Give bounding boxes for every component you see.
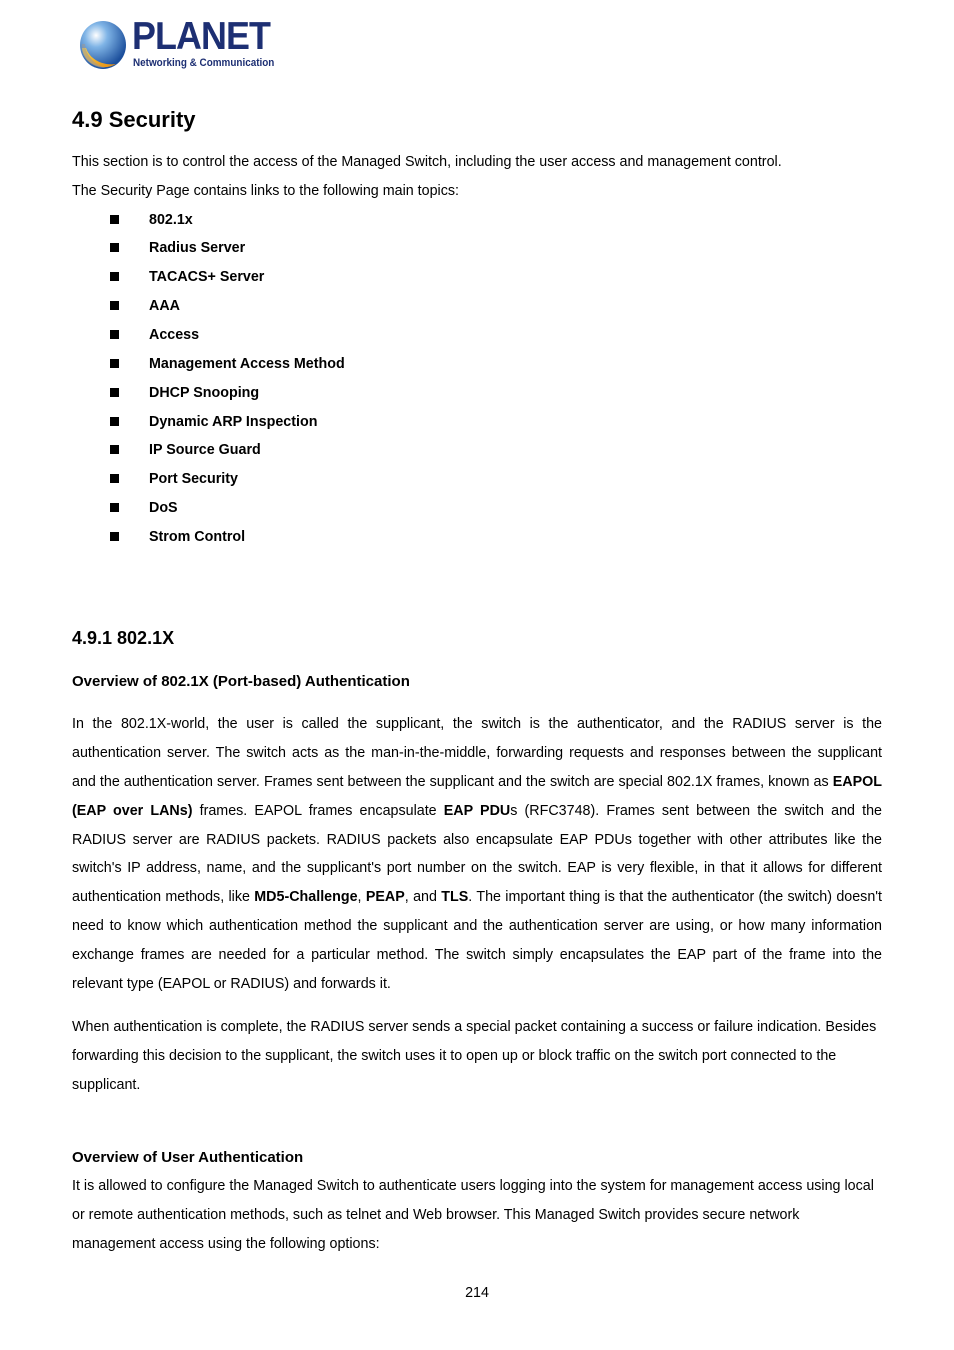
- logo-wordmark: PLANET: [132, 15, 270, 58]
- bold-term: MD5-Challenge: [254, 889, 358, 906]
- bold-term: TLS: [441, 889, 469, 906]
- paragraph-8021x-overview: [72, 710, 882, 999]
- page-number: 214: [465, 1285, 489, 1301]
- text-run: and the authentication server. Frames sent between the supplicant and the switch are special 802.1X frames, known as: [72, 773, 833, 790]
- topic-label: Radius Server: [149, 240, 246, 256]
- overview-8021x-heading: Overview of 802.1X (Port-based) Authentication: [72, 673, 410, 690]
- topic-label: Access: [149, 327, 200, 343]
- paragraph-line: relevant type (EAPOL or RADIUS) and forwards it.: [72, 976, 391, 993]
- topic-label: Strom Control: [149, 529, 246, 545]
- bullet-square-icon: [110, 532, 119, 541]
- section-intro-1: This section is to control the access of the Managed Switch, including the user access and management control.: [72, 154, 782, 170]
- paragraph-auth-complete: [72, 1013, 882, 1100]
- text-run: frames. EAPOL frames encapsulate: [192, 802, 444, 819]
- bold-term: PEAP: [365, 889, 405, 906]
- text-run: ,: [357, 889, 366, 906]
- text-run: . The important thing is that the authenticator (the switch) doesn't: [468, 889, 882, 906]
- section-intro-2: The Security Page contains links to the following main topics:: [72, 183, 460, 199]
- paragraph-line: forwarding this decision to the supplicant, the switch uses it to open up or block traffic on the switch port connected to the: [72, 1047, 837, 1064]
- text-run: authentication methods, like: [72, 889, 255, 906]
- topic-label: DoS: [149, 500, 178, 516]
- bullet-square-icon: [110, 215, 119, 224]
- topic-label: 802.1x: [149, 212, 193, 228]
- bullet-square-icon: [110, 359, 119, 368]
- paragraph-line: supplicant.: [72, 1076, 141, 1093]
- bullet-square-icon: [110, 388, 119, 397]
- paragraph-line: [72, 883, 882, 912]
- paragraph-line: need to know which authentication method the supplicant and the authentication server are using, or how many information: [72, 918, 882, 935]
- topic-label: Dynamic ARP Inspection: [149, 414, 318, 430]
- paragraph-line: or remote authentication methods, such as telnet and Web browser. This Managed Switch provides secure network: [72, 1206, 800, 1223]
- logo-tagline: Networking & Communication: [133, 57, 275, 69]
- planet-logo: [74, 16, 274, 74]
- topic-label: Management Access Method: [149, 356, 345, 372]
- topic-label: DHCP Snooping: [149, 385, 260, 401]
- paragraph-line: exchange frames are needed for a particular method. The switch simply encapsulates the EAP part of the frame into the: [72, 947, 882, 964]
- topic-label: Port Security: [149, 471, 238, 487]
- subsection-title: 4.9.1 802.1X: [72, 628, 175, 648]
- bullet-square-icon: [110, 301, 119, 310]
- paragraph-line: In the 802.1X-world, the user is called the supplicant, the switch is the authenticator, and the RADIUS server is the: [72, 716, 882, 732]
- paragraph-line: [72, 797, 882, 826]
- paragraph-line: management access using the following options:: [72, 1235, 380, 1252]
- text-run: s (RFC3748). Frames sent between the switch and the: [510, 802, 883, 819]
- paragraph-line: switch's IP address, name, and the supplicant's port number on the switch. EAP is very flexible, in that it allows for different: [72, 860, 882, 877]
- user-auth-heading: Overview of User Authentication: [72, 1149, 304, 1166]
- paragraph-line: RADIUS server are RADIUS packets. RADIUS packets also encapsulate EAP PDUs together with other attributes like the: [72, 831, 882, 848]
- paragraph-line: [72, 768, 882, 797]
- bullet-square-icon: [110, 503, 119, 512]
- paragraph-line: authentication server. The switch acts as the man-in-the-middle, forwarding requests and responses between the supplicant: [72, 744, 882, 761]
- text-run: , and: [404, 889, 442, 906]
- bullet-square-icon: [110, 445, 119, 454]
- bold-term: EAP PDU: [443, 802, 511, 819]
- bullet-square-icon: [110, 417, 119, 426]
- topic-label: TACACS+ Server: [149, 269, 265, 285]
- paragraph-line: It is allowed to configure the Managed Switch to authenticate users logging into the system for management access using local: [72, 1178, 874, 1194]
- bullet-square-icon: [110, 272, 119, 281]
- globe-logo-icon: [76, 18, 128, 72]
- topic-label: IP Source Guard: [149, 442, 261, 458]
- bullet-square-icon: [110, 330, 119, 339]
- topic-label: AAA: [149, 298, 180, 314]
- bold-term: EAPOL: [832, 773, 882, 790]
- section-title: 4.9 Security: [72, 107, 196, 132]
- bullet-square-icon: [110, 474, 119, 483]
- bold-term: (EAP over LANs): [72, 802, 193, 819]
- paragraph-line: When authentication is complete, the RADIUS server sends a special packet containing a success or failure indication. Besides: [72, 1019, 877, 1035]
- paragraph-user-auth: [72, 1172, 882, 1259]
- bullet-square-icon: [110, 243, 119, 252]
